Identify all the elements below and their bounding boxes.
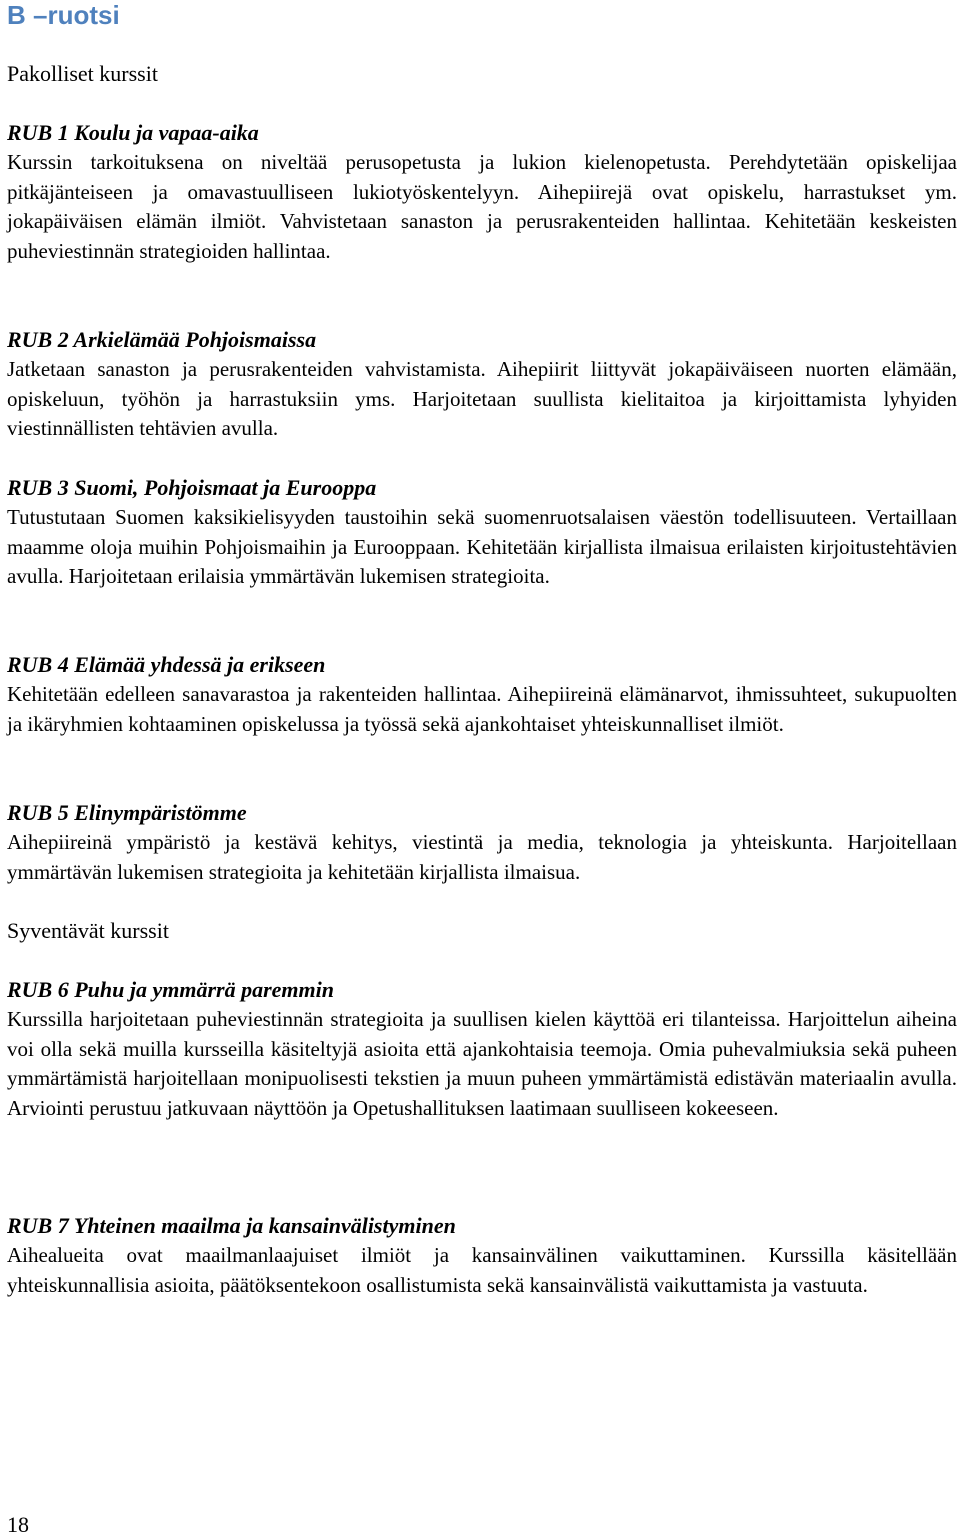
section-heading-advanced: Syventävät kurssit — [7, 918, 169, 943]
course-description: Kurssilla harjoitetaan puheviestinnän strategioita ja suullisen kielen käyttöä eri tilanteissa. Harjoittelun aiheina voi olla sekä muilla kursseilla käsiteltyjä asioita että ajankohtaisia teemoja. Omia puhevalmiuksia sekä puheen ymmärtämistä harjoitellaan monipuolisesti tekstien ja muun puheen ymmärtämistä edistävän materiaalin avulla. Arviointi perustuu jatkuvaan näyttöön ja Opetushallituksen laatimaan suulliseen kokeeseen. — [7, 1007, 957, 1120]
course-description: Kurssin tarkoituksena on niveltää perusopetusta ja lukion kielenopetusta. Perehdytetään opiskelijaa pitkäjänteiseen ja omavastuulliseen lukiotyöskentelyyn. Aihepiirejä ovat opiskelu, harrastukset ym. jokapäiväisen elämän ilmiöt. Vahvistetaan sanaston ja perusrakenteiden hallintaa. Kehitetään keskeisten puheviestinnän strategioiden hallintaa. — [7, 150, 957, 263]
page-number: 18 — [7, 1512, 29, 1537]
course-description: Aihealueita ovat maailmanlaajuiset ilmiöt ja kansainvälinen vaikuttaminen. Kurssilla käsitellään yhteiskunnallisia asioita, päätöksentekoon osallistumista sekä kansainvälistä vaikuttamista ja vastuuta. — [7, 1243, 957, 1297]
course-title: RUB 7 Yhteinen maailma ja kansainvälistyminen — [7, 1213, 456, 1238]
course-block — [7, 1211, 957, 1300]
course-title: RUB 1 Koulu ja vapaa-aika — [7, 120, 259, 145]
course-title: RUB 3 Suomi, Pohjoismaat ja Eurooppa — [7, 475, 377, 500]
course-description: Tutustutaan Suomen kaksikielisyyden taustoihin sekä suomenruotsalaisen väestön todellisuuteen. Vertaillaan maamme oloja muihin Pohjoismaihin ja Eurooppaan. Kehitetään kirjallista ilmaisua erilaisten kirjoitustehtävien avulla. Harjoitetaan erilaisia ymmärtävän lukemisen strategioita. — [7, 505, 957, 588]
course-title: RUB 5 Elinympäristömme — [7, 800, 247, 825]
section-heading-mandatory: Pakolliset kurssit — [7, 61, 158, 86]
course-title: RUB 6 Puhu ja ymmärrä paremmin — [7, 977, 335, 1002]
course-block — [7, 325, 957, 444]
course-block — [7, 975, 957, 1123]
course-description: Kehitetään edelleen sanavarastoa ja rakenteiden hallintaa. Aihepiireinä elämänarvot, ihmissuhteet, sukupuolten ja ikäryhmien kohtaaminen opiskelussa ja työssä sekä ajankohtaiset yhteiskunnalliset ilmiöt. — [7, 682, 957, 736]
course-description: Aihepiireinä ympäristö ja kestävä kehitys, viestintä ja media, teknologia ja yhteiskunta. Harjoitellaan ymmärtävän lukemisen strategioita ja kehitetään kirjallista ilmaisua. — [7, 830, 957, 884]
course-title: RUB 2 Arkielämää Pohjoismaissa — [7, 327, 317, 352]
course-title: RUB 4 Elämää yhdessä ja erikseen — [7, 652, 326, 677]
page-title: B –ruotsi — [7, 0, 120, 30]
course-block — [7, 118, 957, 266]
course-block — [7, 650, 957, 739]
course-block — [7, 798, 957, 887]
course-block — [7, 473, 957, 592]
course-description: Jatketaan sanaston ja perusrakenteiden vahvistamista. Aihepiirit liittyvät jokapäiväiseen nuorten elämään, opiskeluun, työhön ja harrastuksiin yms. Harjoitetaan suullista kielitaitoa ja kirjoittamista lyhyiden viestinnällisten tehtävien avulla. — [7, 357, 957, 440]
